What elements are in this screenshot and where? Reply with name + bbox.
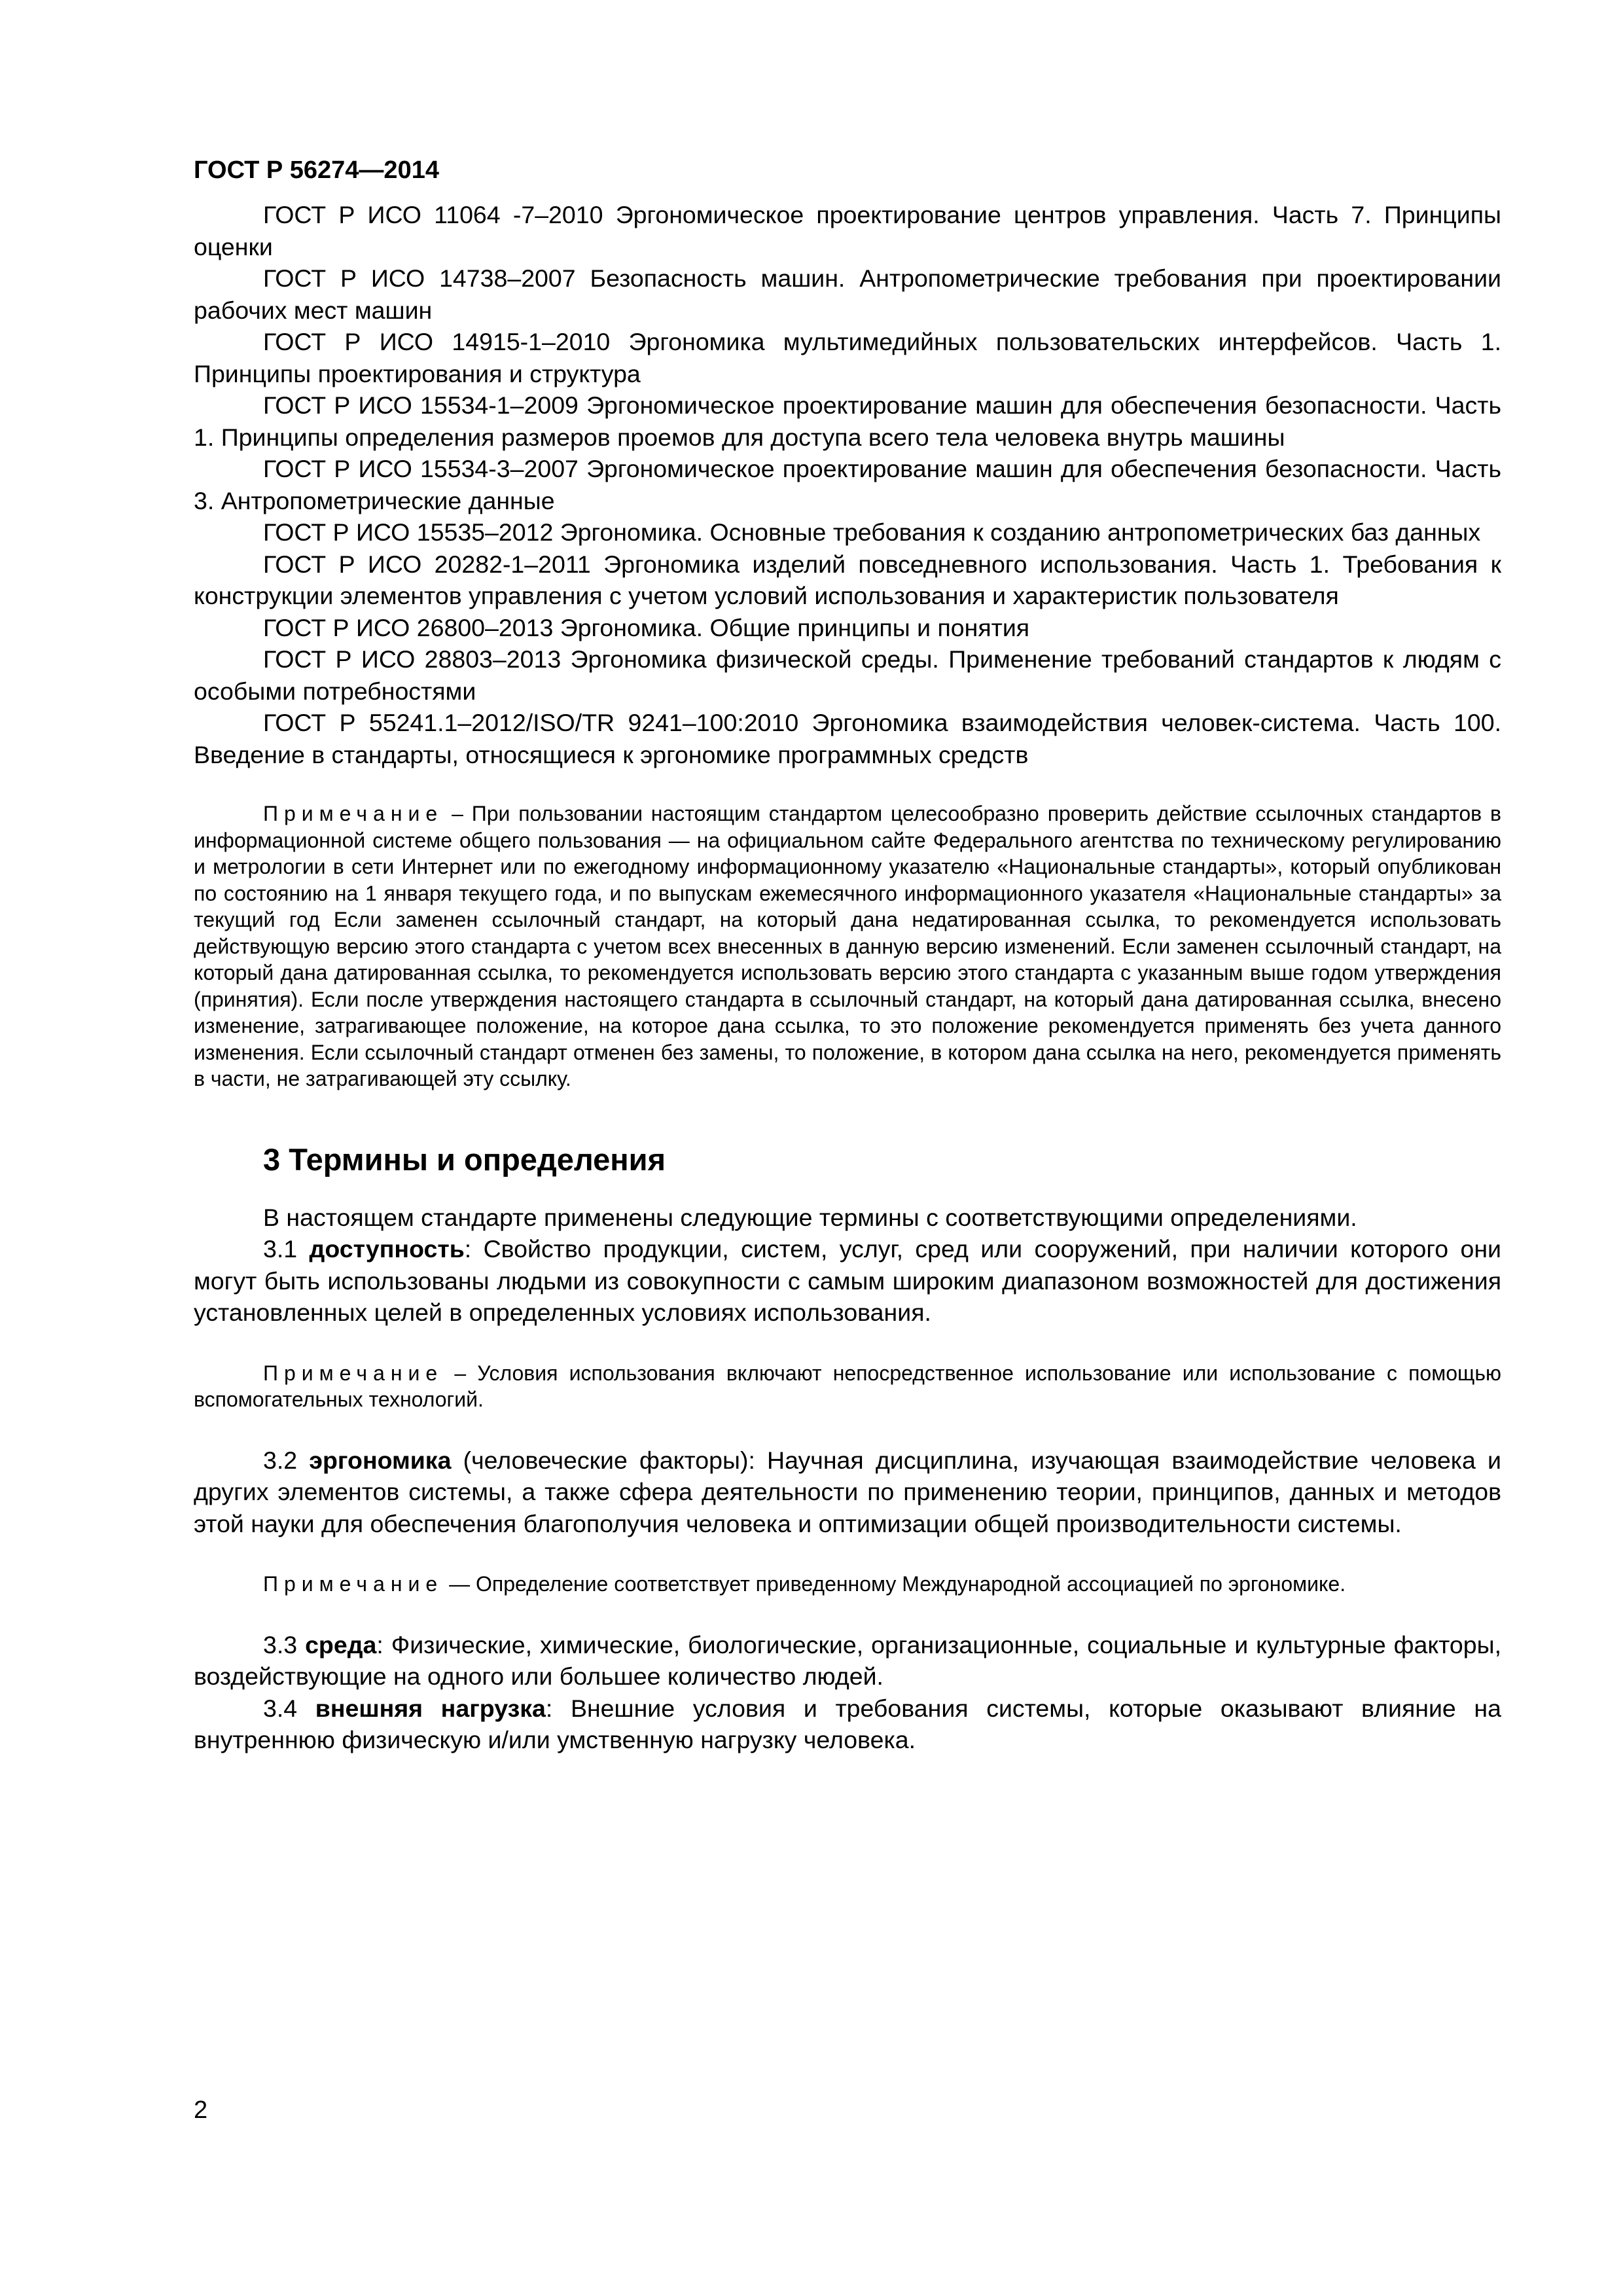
term-number: 3.2 xyxy=(263,1446,310,1474)
reference-item: ГОСТ Р ИСО 14738–2007 Безопасность машин. Антропометрические требования при проектировании рабочих мест машин xyxy=(194,264,1501,324)
term-3-4 xyxy=(194,1693,1501,1756)
note-text: – При пользовании настоящим стандартом целесообразно проверить действие ссылочных стандартов в информационной системе общего пользования — на официальном сайте Федерального агентства по техническому регулированию и метрологии в сети Интернет или по ежегодному информационному указателю «Национальные стандарты», который опубликован по состоянию на 1 января текущего года, и по выпускам ежемесячного информационного указателя «Национальные стандарты» за текущий год Если заменен ссылочный стандарт, на который дана недатированная ссылка, то рекомендуется использовать действующую версию этого стандарта с учетом всех внесенных в данную версию изменений. Если заменен ссылочный стандарт, на который дана датированная ссылка, то рекомендуется использовать версию этого стандарта с указанным выше годом утверждения (принятия). Если после утверждения настоящего стандарта в ссылочный стандарт, на который дана датированная ссылка, внесено изменение, затрагивающее положение, на которое дана ссылка, то это положение рекомендуется применять без учета данного изменения. Если ссылочный стандарт отменен без замены, то положение, в котором дана ссылка на него, рекомендуется применять в части, не затрагивающей эту ссылку. xyxy=(194,802,1501,1090)
term-number: 3.4 xyxy=(263,1694,315,1722)
section-intro: В настоящем стандарте применены следующие термины с соответствующими определениями. xyxy=(263,1203,1357,1231)
page-number: 2 xyxy=(194,2096,208,2124)
term-name: эргономика xyxy=(309,1446,452,1474)
note-text: — Определение соответствует приведенному Международной ассоциацией по эргономике. xyxy=(443,1572,1346,1596)
note-label: Примечание xyxy=(263,802,444,825)
term-name: среда xyxy=(305,1630,377,1659)
term-number: 3.1 xyxy=(263,1235,310,1263)
note-text: – Условия использования включают непосредственное использование или использование с помощью вспомогательных технологий. xyxy=(194,1361,1501,1411)
reference-item: ГОСТ Р ИСО 15535–2012 Эргономика. Основные требования к созданию антропометрических баз данных xyxy=(263,518,1481,546)
term-3-2-note xyxy=(194,1571,1501,1598)
term-definition: : Свойство продукции, систем, услуг, сред или сооружений, при наличии которого они могут быть использованы людьми из совокупности с самым широким диапазоном возможностей для достижения установленных целей в определенных условиях использования. xyxy=(194,1235,1501,1326)
term-definition: : Внешние условия и требования системы, которые оказывают влияние на внутреннюю физическую и/или умственную нагрузку человека. xyxy=(194,1694,1501,1753)
note-label: Примечание xyxy=(263,1361,444,1385)
document-id-header: ГОСТ Р 56274—2014 xyxy=(194,156,439,184)
references-note xyxy=(194,800,1501,1092)
reference-item: ГОСТ Р ИСО 28803–2013 Эргономика физической среды. Применение требований стандартов к людям с особыми потребностями xyxy=(194,645,1501,705)
reference-item: ГОСТ Р ИСО 14915-1–2010 Эргономика мультимедийных пользовательских интерфейсов. Часть 1. Принципы проектирования и структура xyxy=(194,328,1501,387)
reference-item: ГОСТ Р ИСО 20282-1–2011 Эргономика изделий повседневного использования. Часть 1. Требования к конструкции элементов управления с учетом условий использования и характеристик пользователя xyxy=(194,550,1501,609)
section-title: 3 Термины и определения xyxy=(263,1141,666,1177)
term-name: доступность xyxy=(309,1235,465,1263)
term-number: 3.3 xyxy=(263,1630,306,1659)
reference-item: ГОСТ Р ИСО 11064 -7–2010 Эргономическое проектирование центров управления. Часть 7. Принципы оценки xyxy=(194,201,1501,260)
term-name: внешняя нагрузка xyxy=(315,1694,546,1722)
normative-references-list xyxy=(194,199,1501,770)
term-3-2 xyxy=(194,1444,1501,1540)
reference-item: ГОСТ Р 55241.1–2012/ISO/TR 9241–100:2010 Эргономика взаимодействия человек-система. Часть 100. Введение в стандарты, относящиеся к эргономике программных средств xyxy=(194,709,1501,768)
document-page xyxy=(194,154,1501,1756)
reference-item: ГОСТ Р ИСО 15534-3–2007 Эргономическое проектирование машин для обеспечения безопасности. Часть 3. Антропометрические данные xyxy=(194,455,1501,514)
term-3-1 xyxy=(194,1233,1501,1329)
term-definition: (человеческие факторы): Научная дисциплина, изучающая взаимодействие человека и других элементов системы, а также сфера деятельности по применению теории, принципов, данных и методов этой науки для обеспечения благополучия человека и оптимизации общей производительности системы. xyxy=(194,1446,1501,1537)
term-3-1-note xyxy=(194,1360,1501,1413)
reference-item: ГОСТ Р ИСО 15534-1–2009 Эргономическое проектирование машин для обеспечения безопасности. Часть 1. Принципы определения размеров проемов для доступа всего тела человека внутрь машины xyxy=(194,391,1501,451)
term-3-3 xyxy=(194,1629,1501,1693)
term-definition: : Физические, химические, биологические, организационные, социальные и культурные факторы, воздействующие на одного или большее количество людей. xyxy=(194,1630,1501,1690)
note-label: Примечание xyxy=(263,1572,444,1596)
reference-item: ГОСТ Р ИСО 26800–2013 Эргономика. Общие принципы и понятия xyxy=(263,613,1030,641)
